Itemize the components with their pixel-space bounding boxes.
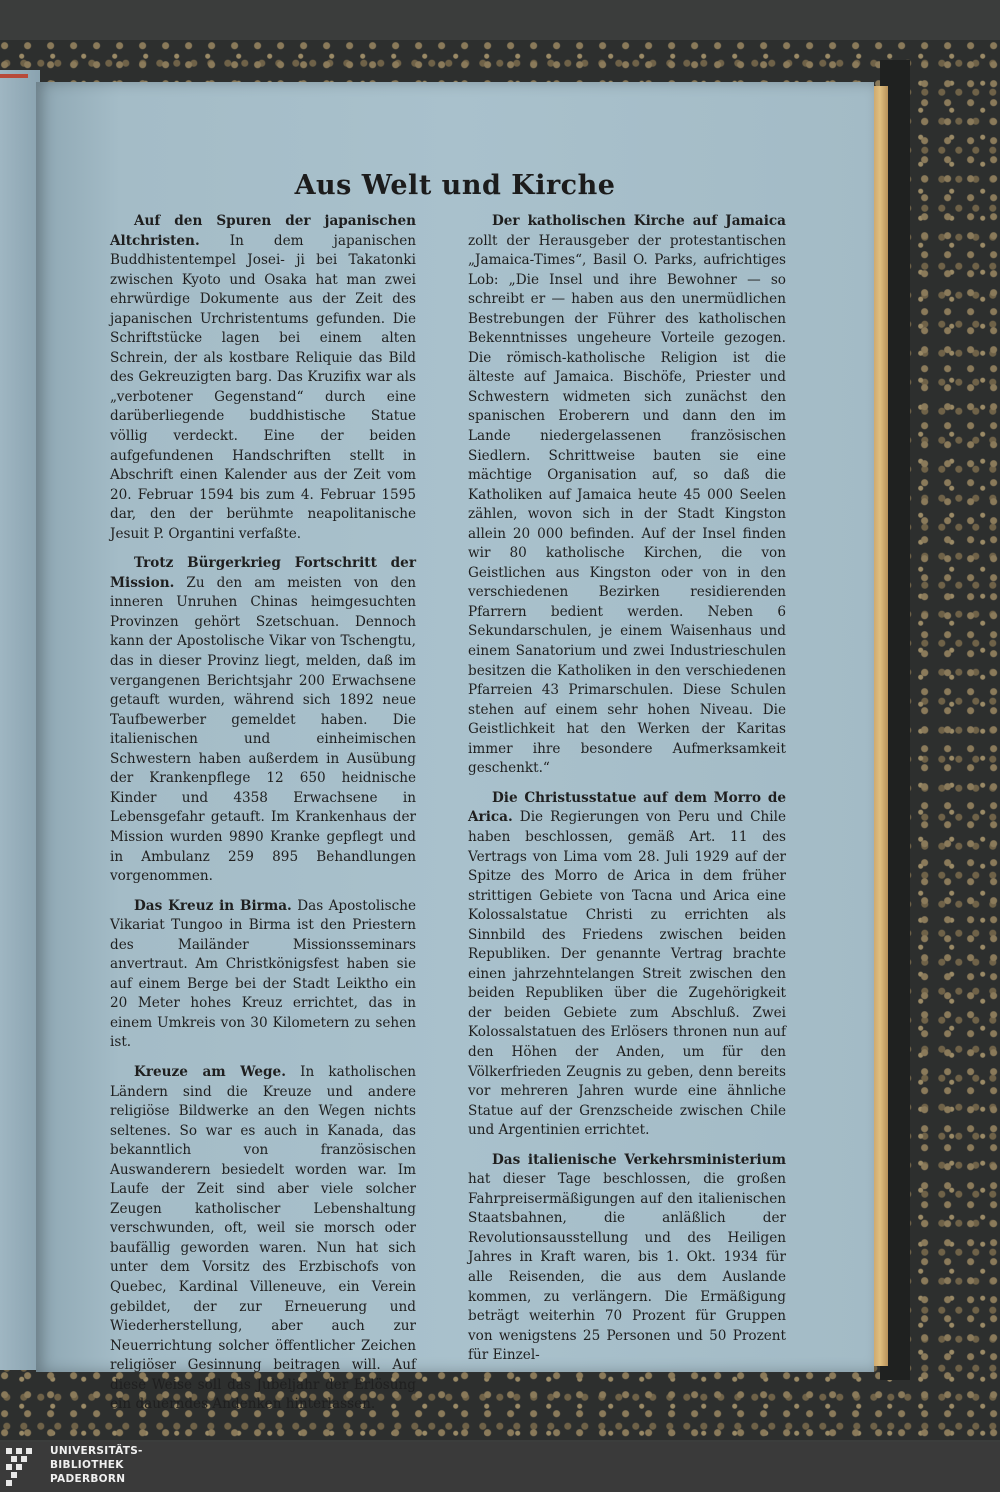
article-paragraph [110, 212, 416, 544]
library-name-line: BIBLIOTHEK [50, 1459, 124, 1471]
article-text: Zu den am meisten von den inneren Unruhen Chinas heimgesuchten Provinzen gehört Szetschuan. Dennoch kann der Apostolische Vikar von Tschengtu, das in dieser Provinz liegt, melden, daß im vergangenen Berichtsjahr 200 Erwachsene getauft wurden, während sich 1892 neue Taufbewerber gemeldet haben. Die italienischen und einheimischen Schwestern haben außerdem in Ausübung der Krankenpflege 12 650 heidnische Kinder und 4358 Erwachsene in Lebensgefahr getauft. Im Krankenhaus der Mission wurden 9890 Kranke gepflegt und in Ambulanz 259 895 Behandlungen vorgenommen. [110, 574, 416, 885]
library-logo-icon [4, 1446, 42, 1490]
article-heading: Das italienische Verkehrsministerium [492, 1151, 786, 1168]
library-name [50, 1444, 143, 1486]
article-heading: Das Kreuz in Birma. [134, 897, 292, 914]
page-edge [872, 86, 888, 1366]
article-heading: Kreuze am Wege. [134, 1063, 286, 1080]
article-heading: Trotz Bürgerkrieg Fortschritt der Mission. [110, 555, 416, 591]
footer-bar [0, 1442, 1000, 1492]
article-paragraph [468, 789, 786, 1141]
article-heading: Die Christusstatue auf dem Morro de Arica. [468, 789, 786, 826]
article-paragraph [468, 212, 786, 779]
article-paragraph [468, 1151, 786, 1366]
article-text: In katholischen Ländern sind die Kreuze und andere religiöse Bildwerke an den Wegen nichts seltenes. So war es auch in Kanada, das bekanntlich von französischen Auswanderern besiedelt worden war. Im Laufe der Zeit sind aber viele solcher Zeugen katholischer Lebenshaltung verschwunden, oft, weil sie morsch oder baufällig geworden waren. Nun hat sich unter dem Vorsitz des Erzbischofs von Quebec, Kardinal Villeneuve, ein Verein gebildet, der zur Erneuerung und Wiederherstellung, aber auch zur Neuerrichtung solcher öffentlicher Zeichen religiöser Gesinnung beitragen will. Auf diese Weise soll das Jubeljahr der Erlösung ein dauerndes Andenken hinterlassen. [110, 1063, 417, 1413]
right-column [468, 212, 786, 1376]
article-heading: Auf den Spuren der japanischen Altchristen. [110, 213, 416, 249]
left-column [110, 212, 416, 1425]
article-paragraph [110, 1063, 416, 1415]
article-text: Die Regierungen von Peru und Chile haben beschlossen, gemäß Art. 11 des Vertrags von Lima vom 28. Juli 1929 auf der Spitze des Morro de Arica in dem früher strittigen Gebiete von Tacna und Arica eine Kolossalstatue Christi zu errichten als Sinnbild des Friedens zwischen beiden Republiken. Der genannte Vertrag brachte einen jahrzehntelangen Streit zwischen den beiden Republiken über die Zugehörigkeit der beiden Gebiete zum Abschluß. Zwei Kolossalstatuen des Erlösers thronen nun auf den Höhen der Anden, um für den Völkerfrieden Zeugnis zu geben, denn bereits vor mehreren Jahren wurde eine ähnliche Statue auf der Grenzscheide zwischen Chile und Argentinien errichtet. [468, 809, 786, 1139]
library-name-line: PADERBORN [50, 1473, 126, 1485]
article-heading: Der katholischen Kirche auf Jamaica [492, 213, 786, 229]
article-paragraph [110, 897, 416, 1053]
article-paragraph [110, 554, 416, 886]
left-page-marker [0, 74, 28, 78]
article-text: hat dieser Tage beschlossen, die großen Fahrpreisermäßigungen auf den italienischen Staatsbahnen, die anläßlich der Revolutionsausstellung und des Heiligen Jahres in Kraft waren, bis 1. Okt. 1934 für alle Reisenden, die aus dem Auslande kommen, zu verlängern. Die Ermäßigung beträgt weiterhin 70 Prozent für Gruppen von wenigstens 25 Personen und 50 Prozent für Einzel- [468, 1171, 786, 1364]
book-page [36, 82, 874, 1413]
article-text: zollt der Herausgeber der protestantischen „Jamaica-Times“, Basil O. Parks, aufrichtiges Lob: „Die Insel und ihre Bewohner — so schreibt er — haben aus den unermüdlichen Bestrebungen der Führer des katholischen Bekenntnisses ungeheure Vorteile gezogen. Die römisch-katholische Religion ist die älteste auf Jamaica. Bischöfe, Priester und Schwestern widmeten sich zunächst den spanischen Eroberern und dann den im Lande niedergelassenen französischen Siedlern. Schrittweise bauten sie eine mächtige Organisation auf, so daß die Katholiken auf Jamaica heute 45 000 Seelen zählen, wovon sich in der Stadt Kingston allein 20 000 befinden. Auf der Insel finden wir 80 katholische Kirchen, die von Geistlichen aus Kingston oder von in den verschiedenen Bezirken residierenden Pfarrern bedient werden. Neben 6 Sekundarschulen, je einem Waisenhaus und einem Sanatorium und zwei Industrieschulen besitzen die Katholiken in den verschiedenen Pfarreien 43 Primarschulen. Diese Schulen stehen auf einem sehr hohen Niveau. Die Geistlichkeit hat den Werken der Karitas immer ihre besondere Aufmerksamkeit geschenkt.“ [468, 232, 786, 777]
page-title: Aus Welt und Kirche [294, 170, 616, 201]
left-page-edge [0, 70, 40, 1370]
article-text: Das Apostolische Vikariat Tungoo in Birma ist den Priestern des Mailänder Missionsseminars anvertraut. Am Christkönigsfest haben sie auf einem Berge bei der Stadt Leiktho ein 20 Meter hohes Kreuz errichtet, das in einem Umkreis von 30 Kilometern zu sehen ist. [110, 897, 416, 1051]
article-text: In dem japanischen Buddhistentempel Josei- ji bei Takatonki zwischen Kyoto und Osaka hat man zwei ehrwürdige Dokumente aus der Zeit des japanischen Urchristentums gefunden. Die Schriftstücke lagen bei einem alten Schrein, der als kostbare Reliquie das Bild des Gekreuzigten barg. Das Kruzifix war als „verbotener Gegenstand“ durch eine darüberliegende buddhistische Statue völlig verdeckt. Eine der beiden aufgefundenen Handschriften stellt in Abschrift einen Kalender aus der Zeit vom 20. Februar 1594 bis zum 4. Februar 1595 dar, den der berühmte neapolitanische Jesuit P. Organtini verfaßte. [110, 232, 416, 542]
library-name-line: UNIVERSITÄTS- [50, 1445, 143, 1457]
